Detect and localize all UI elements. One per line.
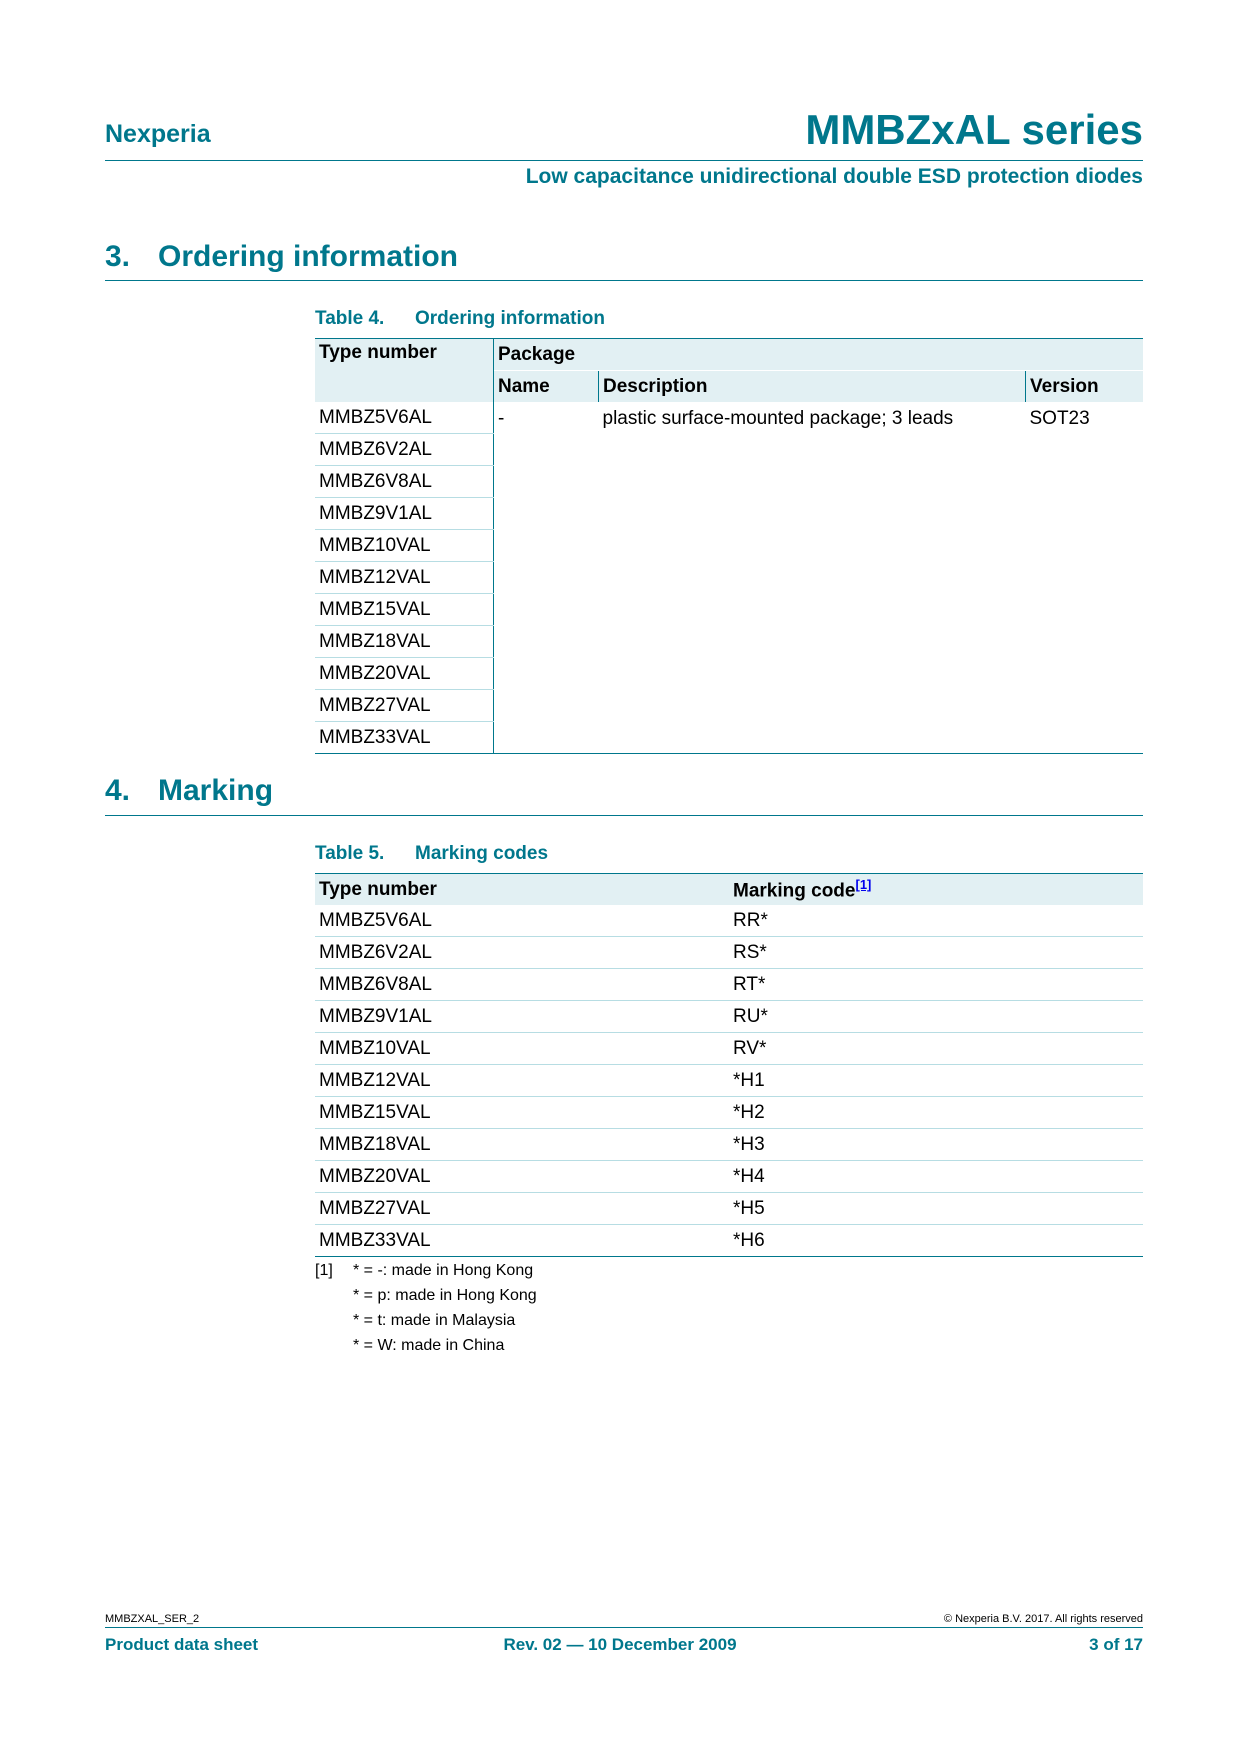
marking-code-cell: RR* [729,905,1143,937]
type-number-cell: MMBZ27VAL [315,1193,729,1225]
section-3-title: Ordering information [158,240,458,273]
footnote-line: * = t: made in Malaysia [353,1312,516,1329]
table-5-title: Marking codes [415,843,549,864]
header-divider [105,160,1143,161]
type-number-cell: MMBZ27VAL [315,690,494,722]
brand-name: Nexperia [105,120,211,148]
section-3-number: 3. [105,240,131,273]
type-number-cell: MMBZ9V1AL [315,498,494,530]
document-id: MMBZXAL_SER_2 [105,1613,200,1625]
type-number-cell: MMBZ20VAL [315,1161,729,1193]
header-description: Description [599,371,1026,403]
table-row [315,969,1143,1001]
table-row [315,1225,1143,1257]
table-row [315,905,1143,937]
marking-codes-table [315,873,1143,1257]
header-type-number: Type number [315,339,494,403]
copyright: © Nexperia B.V. 2017. All rights reserved [943,1613,1143,1625]
type-number-cell: MMBZ12VAL [315,1065,729,1097]
table-row [315,402,1143,434]
header-type-number: Type number [315,874,729,906]
type-number-cell: MMBZ33VAL [315,722,494,754]
section-4-number: 4. [105,774,131,807]
type-number-cell: MMBZ33VAL [319,1229,431,1251]
type-number-cell: MMBZ10VAL [315,1033,729,1065]
type-number-cell: MMBZ5V6AL [315,402,494,434]
package-description-cell: plastic surface-mounted package; 3 leads [602,408,954,429]
header-version: Version [1026,371,1144,403]
marking-code-cell: *H2 [729,1097,1143,1129]
type-number-cell: MMBZ5V6AL [315,905,729,937]
section-3-divider [105,280,1143,281]
table-row [315,1001,1143,1033]
table-4-title: Ordering information [415,308,605,329]
type-number-cell: MMBZ12VAL [315,562,494,594]
marking-code-cell: RU* [729,1001,1143,1033]
document-type: Product data sheet [105,1635,259,1654]
type-number-cell: MMBZ6V8AL [315,969,729,1001]
type-number-cell: MMBZ15VAL [315,1097,729,1129]
header-name: Name [494,371,599,403]
footnote-line: * = p: made in Hong Kong [353,1287,537,1304]
type-number-cell: MMBZ6V8AL [315,466,494,498]
footnote [315,1262,533,1280]
type-number-cell: MMBZ9V1AL [315,1001,729,1033]
table-row [315,1097,1143,1129]
footnote-line: * = -: made in Hong Kong [353,1262,534,1279]
document-subtitle: Low capacitance unidirectional double ESD protection diodes [525,165,1143,188]
table-row [315,937,1143,969]
marking-code-cell: *H1 [729,1065,1143,1097]
section-4-divider [105,815,1143,816]
package-name-cell: - [498,408,505,429]
package-version-cell: SOT23 [1029,408,1090,429]
table-row [315,1129,1143,1161]
revision-date: Rev. 02 — 10 December 2009 [503,1635,737,1654]
document-title: MMBZxAL series [805,106,1143,153]
header-marking-code [729,874,1143,906]
marking-code-cell: *H3 [729,1129,1143,1161]
type-number-cell: MMBZ15VAL [315,594,494,626]
type-number-cell: MMBZ6V2AL [315,937,729,969]
marking-code-cell: RT* [729,969,1143,1001]
ordering-information-table [315,338,1143,754]
table-5-number: Table 5. [315,843,385,864]
table-row [315,1033,1143,1065]
page-number: 3 of 17 [1089,1635,1143,1654]
table-5-caption [315,843,548,865]
footnote-link[interactable]: [1] [855,877,872,893]
table-row [315,1065,1143,1097]
marking-code-cell: RS* [729,937,1143,969]
table-4-number: Table 4. [315,308,385,329]
marking-code-label: Marking code [733,880,856,902]
section-4-title: Marking [158,774,274,807]
marking-code-cell: *H5 [729,1193,1143,1225]
type-number-cell: MMBZ18VAL [315,626,494,658]
marking-code-cell: *H4 [729,1161,1143,1193]
type-number-cell: MMBZ20VAL [315,658,494,690]
section-3-heading [105,240,458,274]
marking-code-cell: RV* [729,1033,1143,1065]
header-package: Package [494,339,1144,371]
type-number-cell: MMBZ10VAL [315,530,494,562]
footer-divider [105,1627,1143,1628]
table-row [315,1193,1143,1225]
footnote-ref: [1] [315,1262,333,1279]
footnote-line: * = W: made in China [353,1337,505,1354]
type-number-cell: MMBZ6V2AL [315,434,494,466]
type-number-cell: MMBZ18VAL [315,1129,729,1161]
table-4-caption [315,308,605,330]
section-4-heading [105,774,273,808]
table-row [315,1161,1143,1193]
marking-code-cell: *H6 [733,1229,765,1251]
